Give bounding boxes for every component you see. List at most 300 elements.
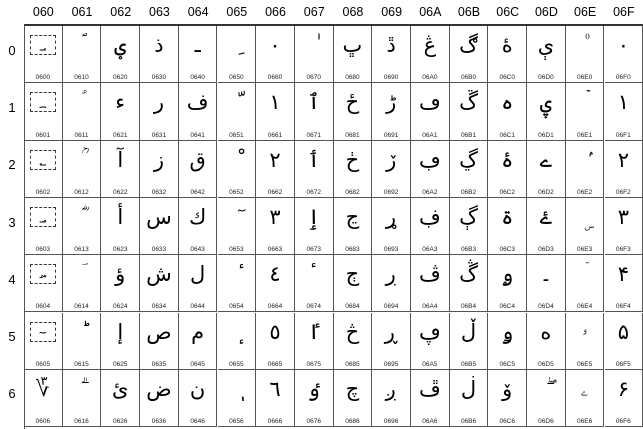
character-glyph	[566, 143, 604, 177]
code-point-label: 0645	[179, 361, 217, 368]
character-glyph: ې	[527, 28, 565, 62]
code-point-cell	[411, 313, 450, 370]
character-glyph: ڥ	[411, 315, 449, 349]
code-point-cell	[566, 198, 605, 255]
character-glyph: ر	[140, 85, 178, 119]
character-glyph: ز	[140, 143, 178, 177]
character-glyph: ٤	[256, 257, 294, 291]
character-glyph: ؆	[24, 372, 62, 406]
character-glyph: ؃	[34, 211, 52, 223]
character-glyph: ل	[179, 257, 217, 291]
row-header: 4	[0, 270, 24, 290]
code-point-label: 0634	[140, 303, 178, 310]
code-point-label: 0620	[101, 74, 139, 81]
character-glyph	[218, 85, 256, 119]
code-point-cell	[256, 83, 295, 140]
character-glyph	[566, 257, 604, 291]
code-point-label: 0672	[295, 189, 333, 196]
character-glyph: ۑ	[527, 85, 565, 119]
code-point-label: 06C0	[488, 74, 526, 81]
code-point-label: 06E1	[566, 132, 604, 139]
code-point-cell	[566, 370, 605, 427]
character-glyph: ڵ	[450, 315, 488, 349]
code-point-label: 0666	[256, 418, 294, 425]
character-glyph: ؠ	[101, 28, 139, 62]
character-glyph	[527, 372, 565, 406]
character-glyph: ڃ	[334, 200, 372, 234]
code-point-cell	[101, 255, 140, 312]
character-glyph: ۶	[605, 372, 643, 406]
character-glyph: ش	[140, 257, 178, 291]
code-point-cell	[605, 141, 643, 198]
character-glyph: ڔ	[372, 257, 410, 291]
code-point-label: 0606	[24, 418, 62, 425]
code-point-cell	[488, 83, 527, 140]
code-point-cell	[101, 141, 140, 198]
code-point-cell	[488, 370, 527, 427]
code-point-cell	[605, 370, 643, 427]
code-point-label: 0690	[372, 74, 410, 81]
code-point-cell	[605, 313, 643, 370]
code-point-label: 0683	[334, 246, 372, 253]
character-glyph: ۓ	[527, 200, 565, 234]
character-glyph: ڤ	[411, 257, 449, 291]
code-point-label: 0650	[218, 74, 256, 81]
character-glyph: ن	[179, 372, 217, 406]
character-glyph: ١	[256, 85, 294, 119]
code-point-label: 06C4	[488, 303, 526, 310]
code-point-label: 0646	[179, 418, 217, 425]
character-glyph	[218, 315, 256, 349]
code-point-cell	[372, 313, 411, 370]
code-point-cell	[101, 83, 140, 140]
code-point-label: 06E2	[566, 189, 604, 196]
code-point-label: 06F4	[605, 303, 643, 310]
code-point-label: 0676	[295, 418, 333, 425]
code-point-cell	[179, 26, 218, 83]
code-point-label: 0604	[24, 303, 62, 310]
row-header: 3	[0, 213, 24, 233]
character-glyph	[63, 200, 101, 234]
code-point-cell	[295, 83, 334, 140]
code-point-label: 0674	[295, 303, 333, 310]
character-glyph: ض	[140, 372, 178, 406]
row-header: 6	[0, 384, 24, 404]
character-glyph: أ	[101, 200, 139, 234]
code-point-cell	[63, 83, 102, 140]
code-point-label: 0642	[179, 189, 217, 196]
code-point-label: 06B6	[450, 418, 488, 425]
character-glyph: ؅	[34, 326, 52, 338]
code-point-cell	[218, 370, 257, 427]
code-point-label: 06D4	[527, 303, 565, 310]
column-header: 06A	[411, 0, 450, 24]
character-glyph: ۦ	[566, 372, 604, 406]
character-glyph: ڒ	[372, 143, 410, 177]
code-point-label: 06E4	[566, 303, 604, 310]
code-point-cell	[450, 198, 489, 255]
column-header: 063	[140, 0, 179, 24]
code-point-label: 06F6	[605, 418, 643, 425]
character-glyph: ف	[179, 85, 217, 119]
code-point-cell	[24, 141, 63, 198]
code-point-cell	[334, 141, 373, 198]
code-point-label: 06D5	[527, 361, 565, 368]
character-glyph: ء	[101, 85, 139, 119]
character-glyph: ۃ	[488, 200, 526, 234]
character-glyph: ځ	[334, 85, 372, 119]
row-header: 1	[0, 98, 24, 118]
code-point-label: 06D1	[527, 132, 565, 139]
code-point-cell	[372, 83, 411, 140]
code-point-label: 0612	[63, 189, 101, 196]
code-point-cell	[179, 198, 218, 255]
code-point-cell	[101, 198, 140, 255]
code-point-label: 0696	[372, 418, 410, 425]
character-glyph: ڲ	[450, 143, 488, 177]
code-point-label: 0651	[218, 132, 256, 139]
character-glyph	[63, 28, 101, 62]
column-header: 066	[256, 0, 295, 24]
code-point-label: 0625	[101, 361, 139, 368]
code-point-cell	[256, 255, 295, 312]
code-point-cell	[140, 83, 179, 140]
character-glyph: ق	[179, 143, 217, 177]
character-glyph: ڰ	[450, 28, 488, 62]
code-point-label: 0623	[101, 246, 139, 253]
code-point-cell	[24, 255, 63, 312]
code-point-cell	[101, 313, 140, 370]
code-point-cell	[334, 198, 373, 255]
code-point-label: 0644	[179, 303, 217, 310]
code-point-cell	[527, 255, 566, 312]
column-header: 061	[63, 0, 102, 24]
character-glyph: ڄ	[334, 257, 372, 291]
code-point-cell	[488, 255, 527, 312]
character-glyph	[218, 372, 256, 406]
character-glyph: ؂	[34, 154, 52, 166]
code-point-cell	[566, 83, 605, 140]
code-point-cell	[218, 198, 257, 255]
character-glyph: ۴	[605, 257, 643, 291]
code-point-cell	[527, 198, 566, 255]
character-glyph: ڠ	[411, 28, 449, 62]
character-glyph: ۥ	[566, 315, 604, 349]
code-point-label: 06F0	[605, 74, 643, 81]
code-point-cell	[411, 26, 450, 83]
character-glyph: ۀ	[488, 28, 526, 62]
code-point-label: 0662	[256, 189, 294, 196]
character-glyph: ہ	[488, 85, 526, 119]
character-glyph	[218, 143, 256, 177]
code-point-cell	[140, 370, 179, 427]
code-point-cell	[218, 255, 257, 312]
code-point-cell	[605, 255, 643, 312]
character-glyph: ۵	[605, 315, 643, 349]
code-point-cell	[140, 26, 179, 83]
character-glyph: ڀ	[334, 28, 372, 62]
code-point-label: 06D2	[527, 189, 565, 196]
code-point-cell	[411, 255, 450, 312]
character-glyph: ٱ	[295, 85, 333, 119]
code-point-cell	[218, 141, 257, 198]
character-glyph: ڳ	[450, 200, 488, 234]
character-glyph: ڂ	[334, 143, 372, 177]
character-glyph: ۱	[605, 85, 643, 119]
code-point-cell	[295, 141, 334, 198]
code-point-label: 0640	[179, 74, 217, 81]
code-point-cell	[24, 370, 63, 427]
column-header: 060	[24, 0, 63, 24]
column-header: 069	[372, 0, 411, 24]
code-point-cell	[140, 198, 179, 255]
code-point-label: 06C1	[488, 132, 526, 139]
code-point-label: 0602	[24, 189, 62, 196]
code-point-label: 0624	[101, 303, 139, 310]
code-point-cell	[450, 370, 489, 427]
column-header: 06B	[450, 0, 489, 24]
code-point-cell	[488, 26, 527, 83]
column-header: 06D	[527, 0, 566, 24]
character-glyph	[63, 372, 101, 406]
code-point-label: 0670	[295, 74, 333, 81]
code-point-cell	[179, 370, 218, 427]
code-point-cell	[63, 26, 102, 83]
code-point-label: 0610	[63, 74, 101, 81]
code-point-cell	[295, 313, 334, 370]
code-point-cell	[63, 255, 102, 312]
code-point-label: 0603	[24, 246, 62, 253]
character-glyph: ڡ	[411, 85, 449, 119]
code-point-label: 0636	[140, 418, 178, 425]
code-point-cell	[218, 313, 257, 370]
code-point-label: 06D0	[527, 74, 565, 81]
code-point-cell	[605, 26, 643, 83]
code-point-label: 0692	[372, 189, 410, 196]
character-glyph: ٲ	[295, 143, 333, 177]
code-point-cell	[179, 313, 218, 370]
character-glyph: چ	[334, 372, 372, 406]
character-glyph: ٥	[256, 315, 294, 349]
character-glyph: ڢ	[411, 143, 449, 177]
code-point-cell	[527, 26, 566, 83]
code-point-label: 06A4	[411, 303, 449, 310]
code-point-cell	[24, 198, 63, 255]
code-point-cell	[450, 255, 489, 312]
character-glyph	[63, 143, 101, 177]
code-point-cell	[527, 141, 566, 198]
code-point-label: 06B1	[450, 132, 488, 139]
character-glyph	[63, 257, 101, 291]
code-point-label: 0641	[179, 132, 217, 139]
code-point-label: 06A3	[411, 246, 449, 253]
character-glyph	[566, 200, 604, 234]
code-point-label: 06B3	[450, 246, 488, 253]
character-glyph: ڣ	[411, 200, 449, 234]
code-point-label: 0686	[334, 418, 372, 425]
character-glyph: ڴ	[450, 257, 488, 291]
character-glyph	[218, 257, 256, 291]
character-glyph	[566, 28, 604, 62]
code-point-cell	[372, 255, 411, 312]
code-point-label: 0665	[256, 361, 294, 368]
row-header: 5	[0, 327, 24, 347]
code-point-label: 0653	[218, 246, 256, 253]
character-glyph: م	[179, 315, 217, 349]
code-point-cell	[140, 313, 179, 370]
code-point-cell	[566, 313, 605, 370]
code-point-cell	[411, 198, 450, 255]
row-header: 2	[0, 155, 24, 175]
code-point-cell	[372, 370, 411, 427]
column-header: 067	[295, 0, 334, 24]
code-point-label: 0600	[24, 74, 62, 81]
character-glyph	[63, 85, 101, 119]
code-point-label: 0671	[295, 132, 333, 139]
code-point-cell	[605, 83, 643, 140]
code-point-label: 06E6	[566, 418, 604, 425]
code-point-label: 06B4	[450, 303, 488, 310]
code-point-label: 0630	[140, 74, 178, 81]
code-point-cell	[372, 141, 411, 198]
code-point-cell	[179, 83, 218, 140]
code-point-cell	[295, 198, 334, 255]
code-point-label: 0661	[256, 132, 294, 139]
column-header: 064	[179, 0, 218, 24]
code-point-label: 0664	[256, 303, 294, 310]
character-glyph: ؄	[34, 268, 52, 280]
code-point-label: 0622	[101, 189, 139, 196]
character-glyph: ؤ	[101, 257, 139, 291]
code-point-label: 0655	[218, 361, 256, 368]
character-glyph: ۰	[605, 28, 643, 62]
code-point-cell	[24, 26, 63, 83]
code-point-label: 0660	[256, 74, 294, 81]
code-point-label: 06D3	[527, 246, 565, 253]
character-glyph	[218, 200, 256, 234]
code-point-cell	[256, 26, 295, 83]
code-point-label: 06A1	[411, 132, 449, 139]
character-glyph: څ	[334, 315, 372, 349]
code-point-label: 06F1	[605, 132, 643, 139]
code-point-label: 06E0	[566, 74, 604, 81]
code-point-label: 06A6	[411, 418, 449, 425]
character-glyph: ذ	[140, 28, 178, 62]
column-header: 06F	[605, 0, 643, 24]
character-glyph: س	[140, 200, 178, 234]
code-point-cell	[295, 370, 334, 427]
code-point-cell	[179, 255, 218, 312]
character-glyph: ـ	[179, 28, 217, 62]
code-point-cell	[63, 141, 102, 198]
column-header: 068	[334, 0, 373, 24]
character-glyph	[218, 28, 256, 62]
code-point-cell	[295, 255, 334, 312]
code-point-label: 06C2	[488, 189, 526, 196]
code-point-cell	[411, 370, 450, 427]
code-point-label: 0635	[140, 361, 178, 368]
code-point-label: 0616	[63, 418, 101, 425]
code-point-label: 0693	[372, 246, 410, 253]
code-point-cell	[450, 313, 489, 370]
code-point-cell	[411, 141, 450, 198]
code-point-label: 06B0	[450, 74, 488, 81]
code-point-label: 06A0	[411, 74, 449, 81]
code-point-cell	[488, 313, 527, 370]
character-glyph: ٶ	[295, 372, 333, 406]
format-character-box	[30, 264, 56, 284]
code-point-label: 06A2	[411, 189, 449, 196]
code-point-label: 0613	[63, 246, 101, 253]
code-point-label: 0633	[140, 246, 178, 253]
character-glyph: ڐ	[372, 28, 410, 62]
code-point-cell	[334, 313, 373, 370]
code-point-cell	[24, 83, 63, 140]
code-point-label: 0631	[140, 132, 178, 139]
character-glyph: ۂ	[488, 143, 526, 177]
code-point-cell	[218, 83, 257, 140]
character-glyph: ے	[527, 143, 565, 177]
code-point-label: 0621	[101, 132, 139, 139]
code-point-label: 0680	[334, 74, 372, 81]
character-glyph: ئ	[101, 372, 139, 406]
format-character-box	[30, 35, 56, 55]
code-point-cell	[256, 370, 295, 427]
character-glyph: ۔	[527, 257, 565, 291]
character-glyph: ٳ	[295, 200, 333, 234]
code-point-label: 0656	[218, 418, 256, 425]
format-character-box	[30, 207, 56, 227]
code-point-label: 0643	[179, 246, 217, 253]
code-point-label: 0695	[372, 361, 410, 368]
character-glyph: ؀	[34, 39, 52, 51]
character-glyph: ۄ	[488, 257, 526, 291]
code-point-cell	[450, 141, 489, 198]
code-point-label: 06A5	[411, 361, 449, 368]
code-point-cell	[450, 83, 489, 140]
code-point-label: 0694	[372, 303, 410, 310]
code-point-cell	[566, 26, 605, 83]
code-point-label: 0601	[24, 132, 62, 139]
character-glyph: ڱ	[450, 85, 488, 119]
code-point-cell	[256, 198, 295, 255]
code-point-label: 0663	[256, 246, 294, 253]
code-point-cell	[566, 141, 605, 198]
code-point-label: 0611	[63, 132, 101, 139]
character-glyph: آ	[101, 143, 139, 177]
code-point-cell	[411, 83, 450, 140]
code-point-cell	[295, 26, 334, 83]
code-point-cell	[63, 313, 102, 370]
code-point-label: 06F5	[605, 361, 643, 368]
code-point-cell	[334, 370, 373, 427]
code-point-label: 0632	[140, 189, 178, 196]
character-glyph: ٴ	[295, 257, 333, 291]
character-glyph: ص	[140, 315, 178, 349]
code-point-cell	[527, 313, 566, 370]
code-point-cell	[63, 370, 102, 427]
code-point-cell	[334, 255, 373, 312]
code-point-cell	[101, 26, 140, 83]
character-glyph: ك	[179, 200, 217, 234]
column-header: 062	[101, 0, 140, 24]
code-point-cell	[101, 370, 140, 427]
code-point-label: 06F2	[605, 189, 643, 196]
character-glyph	[566, 85, 604, 119]
character-glyph: ؁	[34, 96, 52, 108]
code-point-cell	[372, 26, 411, 83]
code-point-label: 0654	[218, 303, 256, 310]
